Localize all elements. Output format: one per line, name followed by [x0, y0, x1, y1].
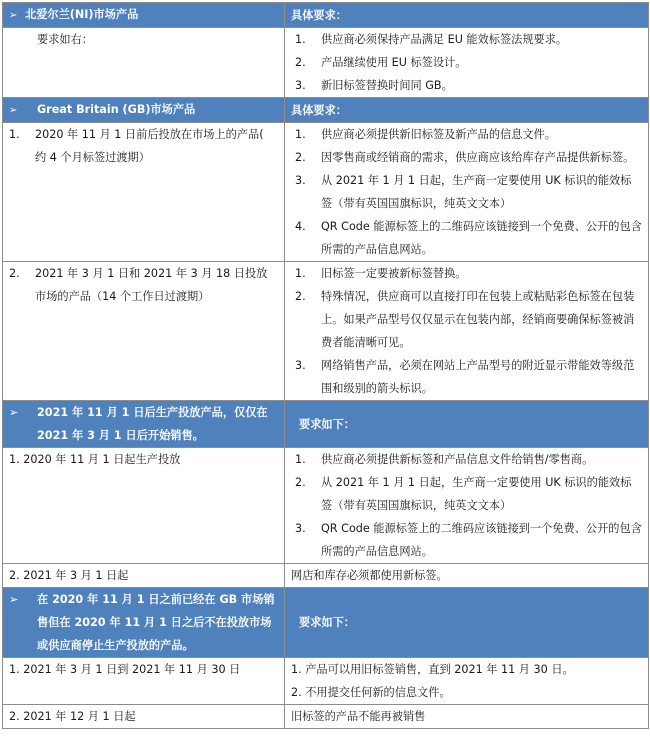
section-title: Great Britain (GB)市场产品: [37, 103, 196, 116]
list-item: 1. 供应商必须提供新旧标签及新产品的信息文件。: [295, 128, 556, 141]
list-item: 3. 新旧标签替换时间同 GB。: [295, 79, 453, 92]
arrow-bullet-icon: ➢: [9, 105, 18, 116]
list-item: 2. 特殊情况，供应商可以直接打印在包装上或粘贴彩色标签在包装上。如果产品型号仅仅显示在包装内部，经销商要确保标签被消费者能清晰可见。: [295, 290, 635, 349]
section-title-cell: [3, 3, 285, 28]
requirements-header-cell: [285, 98, 649, 123]
list-item: 2. 不用提交任何新的信息文件。: [291, 686, 451, 699]
section-title-cell: [3, 401, 285, 448]
list-item: 3. 从 2021 年 1 月 1 日起，生产商一定要使用 UK 标识的能效标签（带有英国国旗标识，纯英文文本）: [295, 174, 632, 210]
list-item: 4. QR Code 能源标签上的二维码应该链接到一个免费、公开的包含所需的产品信息网站。: [295, 220, 642, 256]
section-header-new-production: [3, 401, 649, 448]
requirements-cell: [285, 262, 649, 401]
arrow-bullet-icon: ➢: [9, 406, 19, 419]
row-label: 1. 2020 年 11 月 1 日前后投放在市场上的产品( 约 4 个月标签过渡期）: [9, 128, 264, 164]
list-item: 2. 从 2021 年 1 月 1 日起，生产商一定要使用 UK 标识的能效标签（带有英国国旗标识，纯英文文本）: [295, 476, 632, 512]
row-label-cell: [3, 705, 285, 729]
section-header-discontinued: [3, 588, 649, 658]
row-label: 1. 2020 年 11 月 1 日起生产投放: [9, 453, 181, 466]
table-row: [3, 448, 649, 564]
row-label-cell: [3, 123, 285, 262]
row-label: 2. 2021 年 3 月 1 日起: [9, 569, 129, 582]
section-header-gb: [3, 98, 649, 123]
table-row: [3, 564, 649, 588]
requirements-cell: [285, 658, 649, 705]
requirements-cell: [285, 705, 649, 729]
section-header-ni: [3, 3, 649, 28]
section-title-cell: [3, 588, 285, 658]
requirements-cell: [285, 123, 649, 262]
requirements-cell: [285, 448, 649, 564]
row-label-cell: [3, 658, 285, 705]
requirements-cell: [285, 28, 649, 98]
section-title-cell: [3, 98, 285, 123]
row-label: 1. 2021 年 3 月 1 日到 2021 年 11 月 30 日: [9, 663, 241, 676]
requirements-table: [2, 2, 649, 729]
section-title: 2021 年 11 月 1 日后生产投放产品，仅仅在 2021 年 3 月 1 日后开始销售。: [37, 406, 268, 442]
table-row: [3, 123, 649, 262]
section-title: 北爱尔兰(NI)市场产品: [25, 8, 139, 21]
table-row: [3, 28, 649, 98]
list-item: 1. 产品可以用旧标签销售，直到 2021 年 11 月 30 日。: [291, 663, 574, 676]
arrow-bullet-icon: ➢: [9, 10, 18, 21]
requirement-text: 旧标签的产品不能再被销售: [291, 710, 426, 723]
row-label-cell: [3, 28, 285, 98]
table-row: [3, 262, 649, 401]
requirements-header-cell: [285, 401, 649, 448]
table-row: [3, 705, 649, 729]
requirements-header-cell: [285, 588, 649, 658]
list-item: 3. 网络销售产品，必须在网站上产品型号的附近显示带能效等级范围和级别的箭头标识。: [295, 359, 635, 395]
list-item: 1. 供应商必须提供新标签和产品信息文件给销售/零售商。: [295, 453, 594, 466]
requirement-text: 网店和库存必须都使用新标签。: [291, 569, 448, 582]
requirements-header-cell: [285, 3, 649, 28]
table-row: [3, 658, 649, 705]
row-label-cell: [3, 564, 285, 588]
requirements-header: 具体要求：: [291, 8, 347, 22]
row-label: 2. 2021 年 3 月 1 日和 2021 年 3 月 18 日投放市场的产品（14 个工作日过渡期）: [9, 267, 268, 303]
list-item: 1. 旧标签一定要被新标签替换。: [295, 267, 467, 280]
row-label: 2. 2021 年 12 月 1 日起: [9, 710, 136, 723]
list-item: 3. QR Code 能源标签上的二维码应该链接到一个免费、公开的包含所需的产品信息网站。: [295, 522, 642, 558]
section-title: 在 2020 年 11 月 1 日之前已经在 GB 市场销售但在 2020 年 11 月 1 日之后不在投放市场或供应商停止生产投放的产品。: [37, 593, 275, 652]
requirements-header: 要求如下：: [299, 417, 355, 431]
requirements-header: 要求如下：: [299, 616, 355, 629]
row-label: 要求如右：: [37, 33, 93, 46]
row-label-cell: [3, 262, 285, 401]
list-item: 1. 供应商必须保持产品满足 EU 能效标签法规要求。: [295, 33, 568, 46]
row-label-cell: [3, 448, 285, 564]
requirements-cell: [285, 564, 649, 588]
list-item: 2. 因零售商或经销商的需求，供应商应该给库存产品提供新标签。: [295, 151, 635, 164]
list-item: 2. 产品继续使用 EU 标签设计。: [295, 56, 467, 69]
arrow-bullet-icon: ➢: [9, 593, 19, 606]
requirements-header: 具体要求：: [291, 103, 347, 117]
